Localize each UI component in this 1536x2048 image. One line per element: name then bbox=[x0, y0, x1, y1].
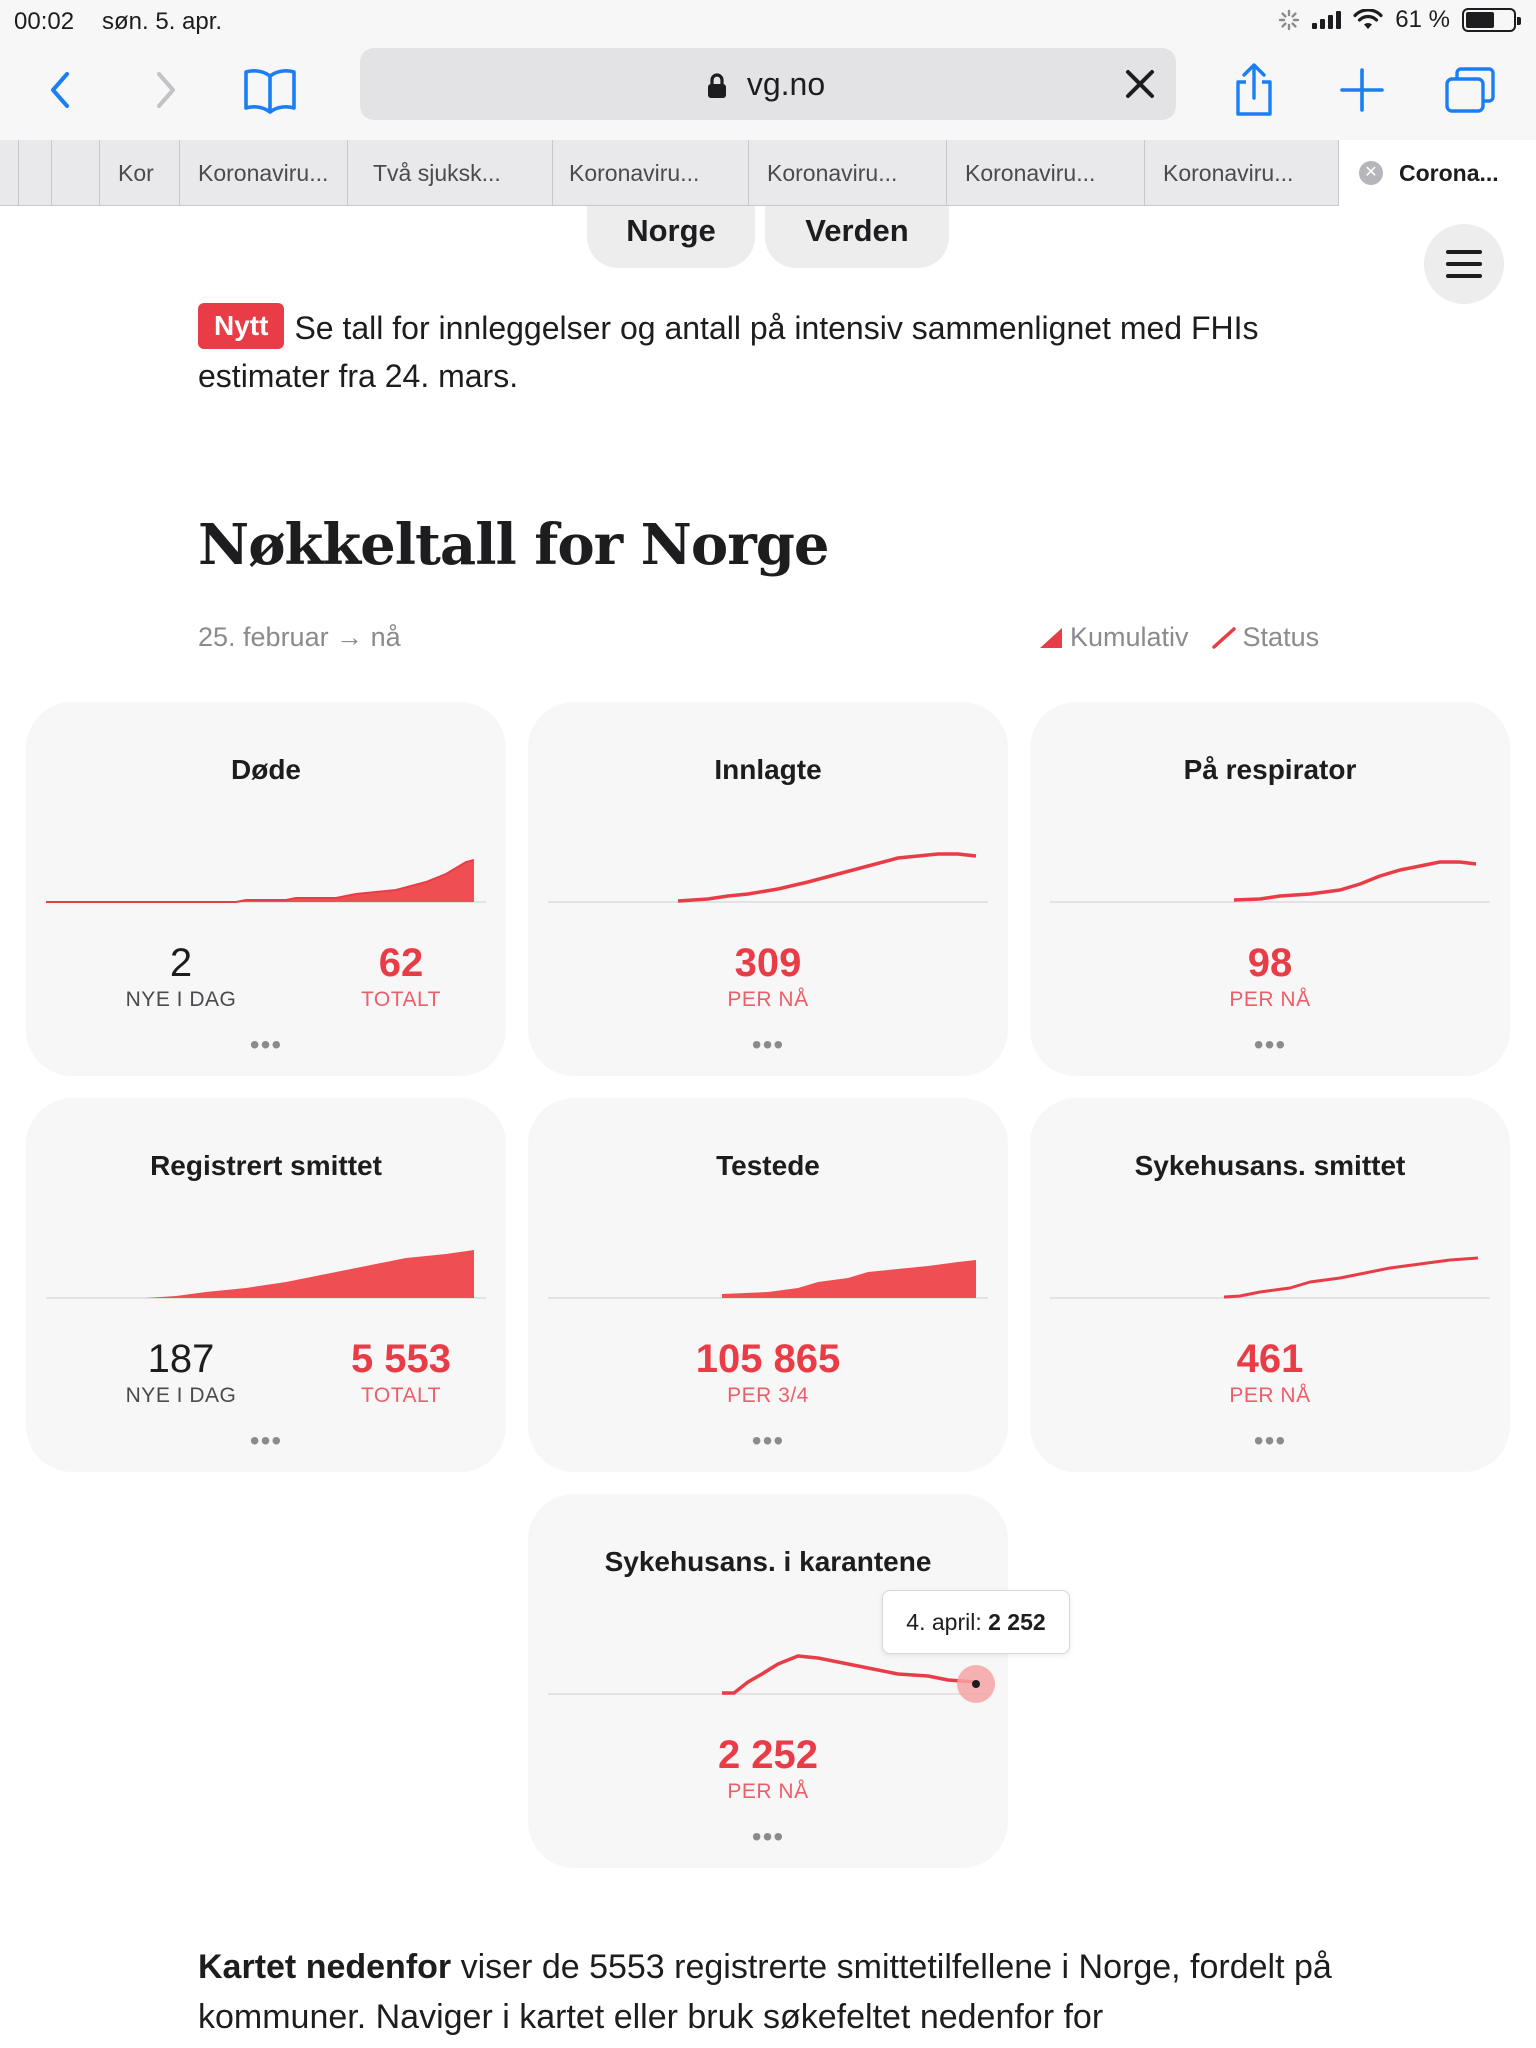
map-intro-rest: viser de 5553 registrerte smittetilfellene i Norge, fordelt på kommuner. Naviger i kartet eller bruk søkefeltet nedenfor for bbox=[198, 1948, 1332, 2036]
tab-stack[interactable] bbox=[18, 140, 52, 206]
stat-new bbox=[76, 1336, 286, 1408]
stat-new bbox=[76, 940, 286, 1012]
tab[interactable]: Kor bbox=[100, 140, 180, 206]
close-tab-icon[interactable]: ✕ bbox=[1359, 161, 1383, 185]
new-label: NYE I DAG bbox=[125, 988, 237, 1011]
more-icon[interactable]: ••• bbox=[751, 1425, 785, 1456]
stat-total bbox=[528, 1732, 1008, 1804]
card-title: På respirator bbox=[1183, 754, 1357, 785]
stat-total bbox=[1030, 940, 1510, 1012]
total-value: 461 bbox=[1236, 1337, 1304, 1381]
hospitalized-sparkline bbox=[548, 802, 988, 912]
chart-legend bbox=[1038, 622, 1335, 653]
card-innlagte[interactable] bbox=[528, 702, 1008, 1076]
menu-button[interactable] bbox=[1424, 224, 1504, 304]
tab-norge[interactable]: Norge bbox=[587, 206, 755, 268]
stat-total bbox=[296, 1336, 506, 1408]
card-title: Sykehusans. i karantene bbox=[604, 1546, 932, 1577]
stat-total bbox=[528, 1336, 1008, 1408]
card-testede[interactable] bbox=[528, 1098, 1008, 1472]
tab[interactable]: Koronaviru... bbox=[551, 140, 749, 206]
total-label: TOTALT bbox=[360, 988, 441, 1011]
url-text: vg.no bbox=[746, 66, 826, 102]
status-time: 00:02 bbox=[14, 8, 75, 35]
tooltip-date: 4. april: bbox=[906, 1609, 982, 1635]
page-title: Nøkkeltall for Norge bbox=[198, 512, 829, 578]
tab[interactable]: Koronaviru... bbox=[947, 140, 1145, 206]
new-tab-icon[interactable] bbox=[1332, 60, 1392, 120]
card-title: Innlagte bbox=[714, 754, 822, 785]
share-icon[interactable] bbox=[1224, 60, 1284, 120]
total-value: 5 553 bbox=[350, 1337, 452, 1381]
bookmarks-icon[interactable] bbox=[240, 60, 300, 120]
stat-total bbox=[1030, 1336, 1510, 1408]
stat-total bbox=[528, 940, 1008, 1012]
total-label: PER NÅ bbox=[1229, 1384, 1311, 1407]
total-value: 105 865 bbox=[695, 1337, 841, 1381]
total-label: PER 3/4 bbox=[727, 1384, 809, 1407]
tab-stack[interactable] bbox=[0, 140, 19, 206]
battery-percent: 61 % bbox=[1395, 6, 1450, 33]
card-title: Testede bbox=[716, 1150, 820, 1181]
card-registrert-smittet[interactable] bbox=[26, 1098, 506, 1472]
status-legend-icon bbox=[1211, 626, 1237, 650]
tab-active-label: Corona... bbox=[1399, 160, 1499, 186]
card-sykehusans-karantene[interactable] bbox=[528, 1494, 1008, 1868]
total-value: 2 252 bbox=[717, 1733, 819, 1777]
total-label: PER NÅ bbox=[727, 988, 809, 1011]
total-value: 98 bbox=[1247, 941, 1293, 985]
date-range: 25. februar → nå bbox=[198, 622, 401, 652]
total-value: 62 bbox=[378, 941, 424, 985]
tab[interactable]: Koronaviru... bbox=[1145, 140, 1339, 206]
more-icon[interactable]: ••• bbox=[249, 1029, 283, 1060]
stat-total bbox=[296, 940, 506, 1012]
new-value: 2 bbox=[169, 941, 193, 985]
cumulative-legend-icon bbox=[1038, 626, 1064, 650]
status-date: søn. 5. apr. bbox=[102, 8, 223, 35]
card-title: Registrert smittet bbox=[150, 1150, 382, 1181]
staff-infected-sparkline bbox=[1050, 1198, 1490, 1308]
total-label: PER NÅ bbox=[1229, 988, 1311, 1011]
notice-text: Se tall for innleggelser og antall på intensiv sammenlignet med FHIs estimater fra 24. mars. bbox=[198, 310, 1259, 394]
infected-sparkline bbox=[46, 1198, 486, 1308]
status-bar bbox=[0, 0, 1536, 42]
loading-spinner-icon bbox=[1278, 9, 1300, 31]
card-title: Sykehusans. smittet bbox=[1134, 1150, 1406, 1181]
deaths-sparkline bbox=[46, 802, 486, 912]
clear-url-icon[interactable] bbox=[1118, 62, 1162, 106]
tab[interactable]: Koronaviru... bbox=[180, 140, 348, 206]
back-icon[interactable] bbox=[30, 60, 90, 120]
card-sykehusans-smittet[interactable] bbox=[1030, 1098, 1510, 1472]
tab-stack[interactable] bbox=[52, 140, 100, 206]
forward-icon[interactable] bbox=[136, 60, 196, 120]
tab-verden[interactable]: Verden bbox=[765, 206, 949, 268]
tab-strip bbox=[0, 140, 1536, 206]
more-icon[interactable]: ••• bbox=[1253, 1425, 1287, 1456]
new-badge: Nytt bbox=[198, 303, 284, 349]
tabs-overview-icon[interactable] bbox=[1440, 60, 1500, 120]
tab-active[interactable] bbox=[1339, 140, 1536, 206]
legend-status: Status bbox=[1242, 622, 1320, 652]
map-intro-text bbox=[198, 1942, 1398, 2042]
new-value: 187 bbox=[147, 1337, 215, 1381]
tested-sparkline bbox=[548, 1198, 988, 1308]
more-icon[interactable]: ••• bbox=[751, 1029, 785, 1060]
map-intro-bold: Kartet nedenfor bbox=[198, 1948, 452, 1986]
tab[interactable]: Två sjuksk... bbox=[355, 140, 553, 206]
respirator-sparkline bbox=[1050, 802, 1490, 912]
news-notice[interactable] bbox=[198, 304, 1358, 400]
total-value: 309 bbox=[734, 941, 802, 985]
total-label: PER NÅ bbox=[727, 1780, 809, 1803]
battery-icon bbox=[1462, 8, 1516, 32]
new-label: NYE I DAG bbox=[125, 1384, 237, 1407]
chart-tooltip bbox=[882, 1590, 1070, 1654]
card-title: Døde bbox=[231, 754, 301, 785]
tab[interactable]: Koronaviru... bbox=[749, 140, 947, 206]
card-respirator[interactable] bbox=[1030, 702, 1510, 1076]
more-icon[interactable]: ••• bbox=[249, 1425, 283, 1456]
tooltip-value: 2 252 bbox=[988, 1609, 1046, 1635]
wifi-icon bbox=[1353, 9, 1383, 31]
address-bar[interactable] bbox=[360, 48, 1176, 120]
more-icon[interactable]: ••• bbox=[751, 1821, 785, 1852]
browser-toolbar bbox=[0, 42, 1536, 140]
cell-signal-icon bbox=[1312, 11, 1341, 29]
card-dode[interactable] bbox=[26, 702, 506, 1076]
legend-cumulative: Kumulativ bbox=[1070, 622, 1189, 652]
total-label: TOTALT bbox=[360, 1384, 441, 1407]
more-icon[interactable]: ••• bbox=[1253, 1029, 1287, 1060]
